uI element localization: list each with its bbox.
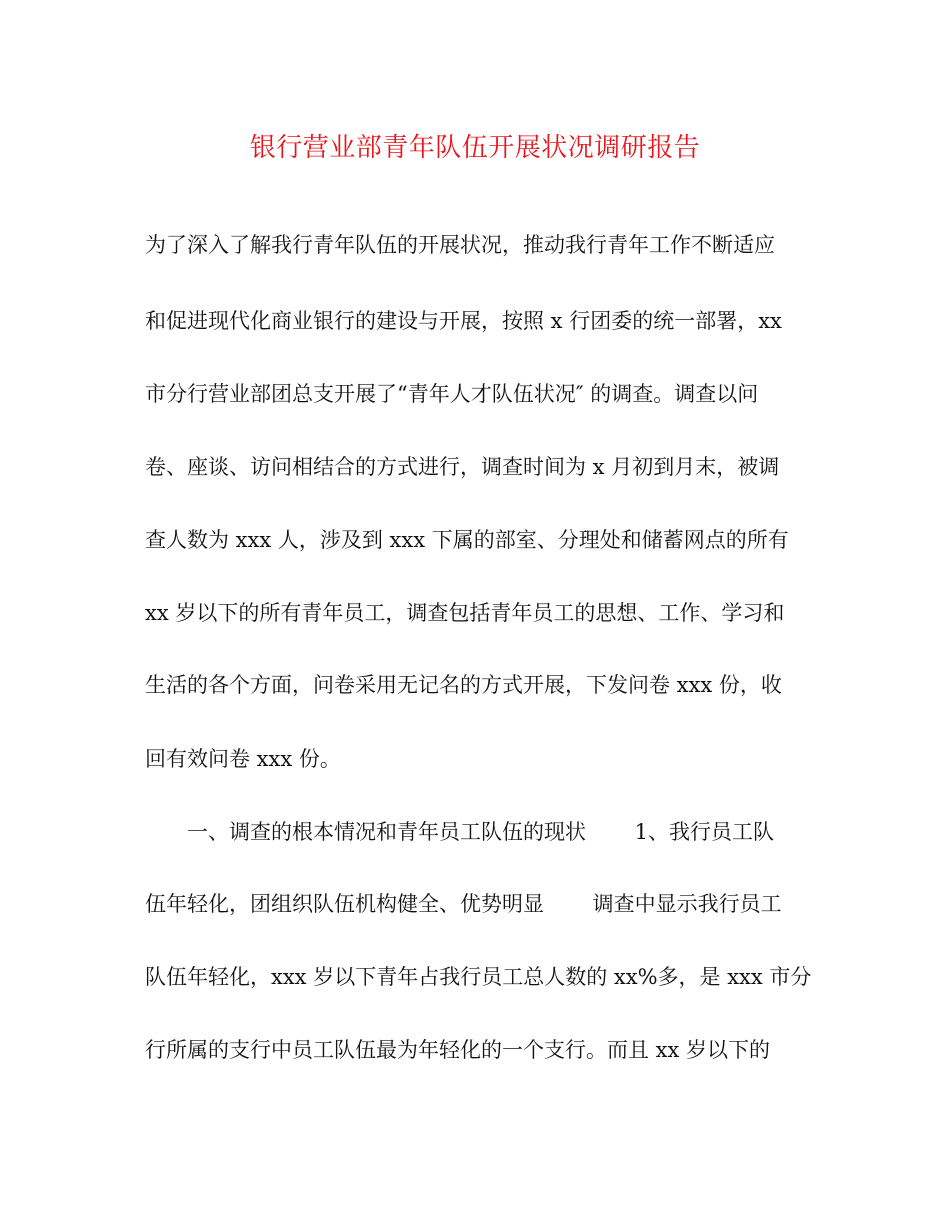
body-line-4: 卷、座谈、访问相结合的方式进行，调查时间为 x 月初到月末，被调 — [145, 455, 780, 479]
document-title: 银行营业部青年队伍开展状况调研报告 — [249, 133, 701, 163]
body-line-3: 市分行营业部团总支开展了“青年人才队伍状况″ 的调查。调查以问 — [145, 382, 759, 406]
body-line-1: 为了深入了解我行青年队伍的开展状况，推动我行青年工作不断适应 — [145, 233, 775, 257]
body-line-7: 生活的各个方面，问卷采用无记名的方式开展，下发问卷 xxx 份，收 — [145, 673, 782, 697]
body-line-11: 队伍年轻化，xxx 岁以下青年占我行员工总人数的 xx%多，是 xxx 市分 — [145, 965, 812, 989]
body-line-10: 伍年轻化，团组织队伍机构健全、优势明显 调查中显示我行员工 — [145, 892, 782, 916]
body-line-5: 查人数为 xxx 人，涉及到 xxx 下属的部室、分理处和储蓄网点的所有 — [145, 528, 789, 552]
body-line-6: xx 岁以下的所有青年员工，调查包括青年员工的思想、工作、学习和 — [145, 601, 785, 625]
body-line-2: 和促进现代化商业银行的建设与开展，按照 x 行团委的统一部署，xx — [145, 309, 782, 333]
section-heading-line: 一、调查的根本情况和青年员工队伍的现状 1、我行员工队 — [145, 820, 775, 844]
body-line-12: 行所属的支行中员工队伍最为年轻化的一个支行。而且 xx 岁以下的 — [145, 1038, 771, 1062]
body-line-8: 回有效问卷 xxx 份。 — [145, 747, 341, 771]
